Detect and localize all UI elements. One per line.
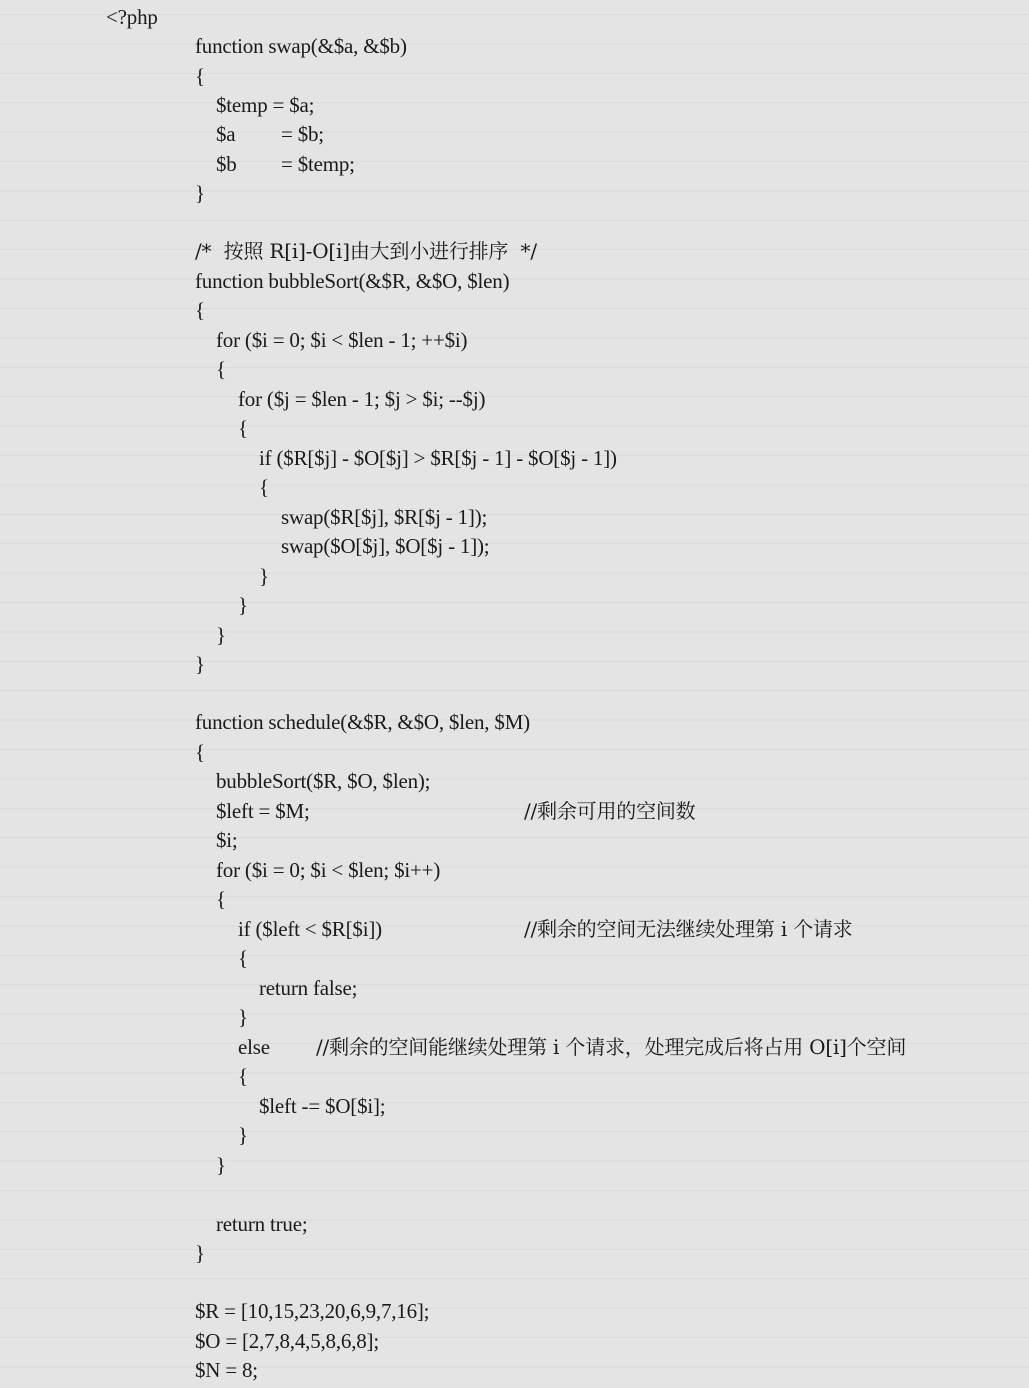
code-line: = $b; xyxy=(281,122,324,146)
code-line: else xyxy=(238,1035,270,1059)
code-line: bubbleSort($R, $O, $len); xyxy=(216,769,431,793)
code-line: $left = $M; xyxy=(216,799,310,823)
code-line: } xyxy=(195,1241,205,1265)
code-line: { xyxy=(259,475,269,499)
code-line: function schedule(&$R, &$O, $len, $M) xyxy=(195,710,530,734)
code-line: { xyxy=(216,887,226,911)
code-line: } xyxy=(195,652,205,676)
code-line: for ($j = $len - 1; $j > $i; --$j) xyxy=(238,387,486,411)
code-line: for ($i = 0; $i < $len - 1; ++$i) xyxy=(216,328,468,352)
code-line: { xyxy=(238,416,248,440)
code-line: if ($R[$j] - $O[$j] > $R[$j - 1] - $O[$j - 1]) xyxy=(259,446,617,470)
code-line: $R = [10,15,23,20,6,9,7,16]; xyxy=(195,1299,430,1323)
code-line: $temp = $a; xyxy=(216,93,315,117)
code-line: } xyxy=(216,1153,226,1177)
code-line: { xyxy=(195,64,205,88)
code-line: $left -= $O[$i]; xyxy=(259,1094,386,1118)
code-line: function bubbleSort(&$R, &$O, $len) xyxy=(195,269,510,293)
code-comment: //剩余的空间无法继续处理第 i 个请求 xyxy=(524,917,853,941)
code-line: { xyxy=(195,740,205,764)
code-line: swap($R[$j], $R[$j - 1]); xyxy=(281,505,488,529)
code-line: for ($i = 0; $i < $len; $i++) xyxy=(216,858,441,882)
code-comment: /* 按照 R[i]-O[i]由大到小进行排序 */ xyxy=(195,239,537,263)
code-line: } xyxy=(195,181,205,205)
code-comment: //剩余可用的空间数 xyxy=(524,799,696,823)
code-line: } xyxy=(216,623,226,647)
code-line: swap($O[$j], $O[$j - 1]); xyxy=(281,534,490,558)
code-line: } xyxy=(238,1005,248,1029)
code-line: <?php xyxy=(106,5,158,29)
code-line: if ($left < $R[$i]) xyxy=(238,917,382,941)
code-line: $N = 8; xyxy=(195,1358,258,1382)
code-line: { xyxy=(216,357,226,381)
code-comment: //剩余的空间能继续处理第 i 个请求，处理完成后将占用 O[i]个空间 xyxy=(316,1035,907,1059)
code-line: { xyxy=(238,1064,248,1088)
code-line: return false; xyxy=(259,976,358,1000)
code-line: $O = [2,7,8,4,5,8,6,8]; xyxy=(195,1329,379,1353)
code-line: } xyxy=(238,1123,248,1147)
code-line: $i; xyxy=(216,828,238,852)
code-line: { xyxy=(195,298,205,322)
code-line: } xyxy=(238,593,248,617)
code-line: = $temp; xyxy=(281,152,355,176)
code-line: $a xyxy=(216,122,236,146)
code-line: { xyxy=(238,946,248,970)
code-line: return true; xyxy=(216,1212,308,1236)
code-line: } xyxy=(259,564,269,588)
code-line: function swap(&$a, &$b) xyxy=(195,34,407,58)
code-line: $b xyxy=(216,152,237,176)
